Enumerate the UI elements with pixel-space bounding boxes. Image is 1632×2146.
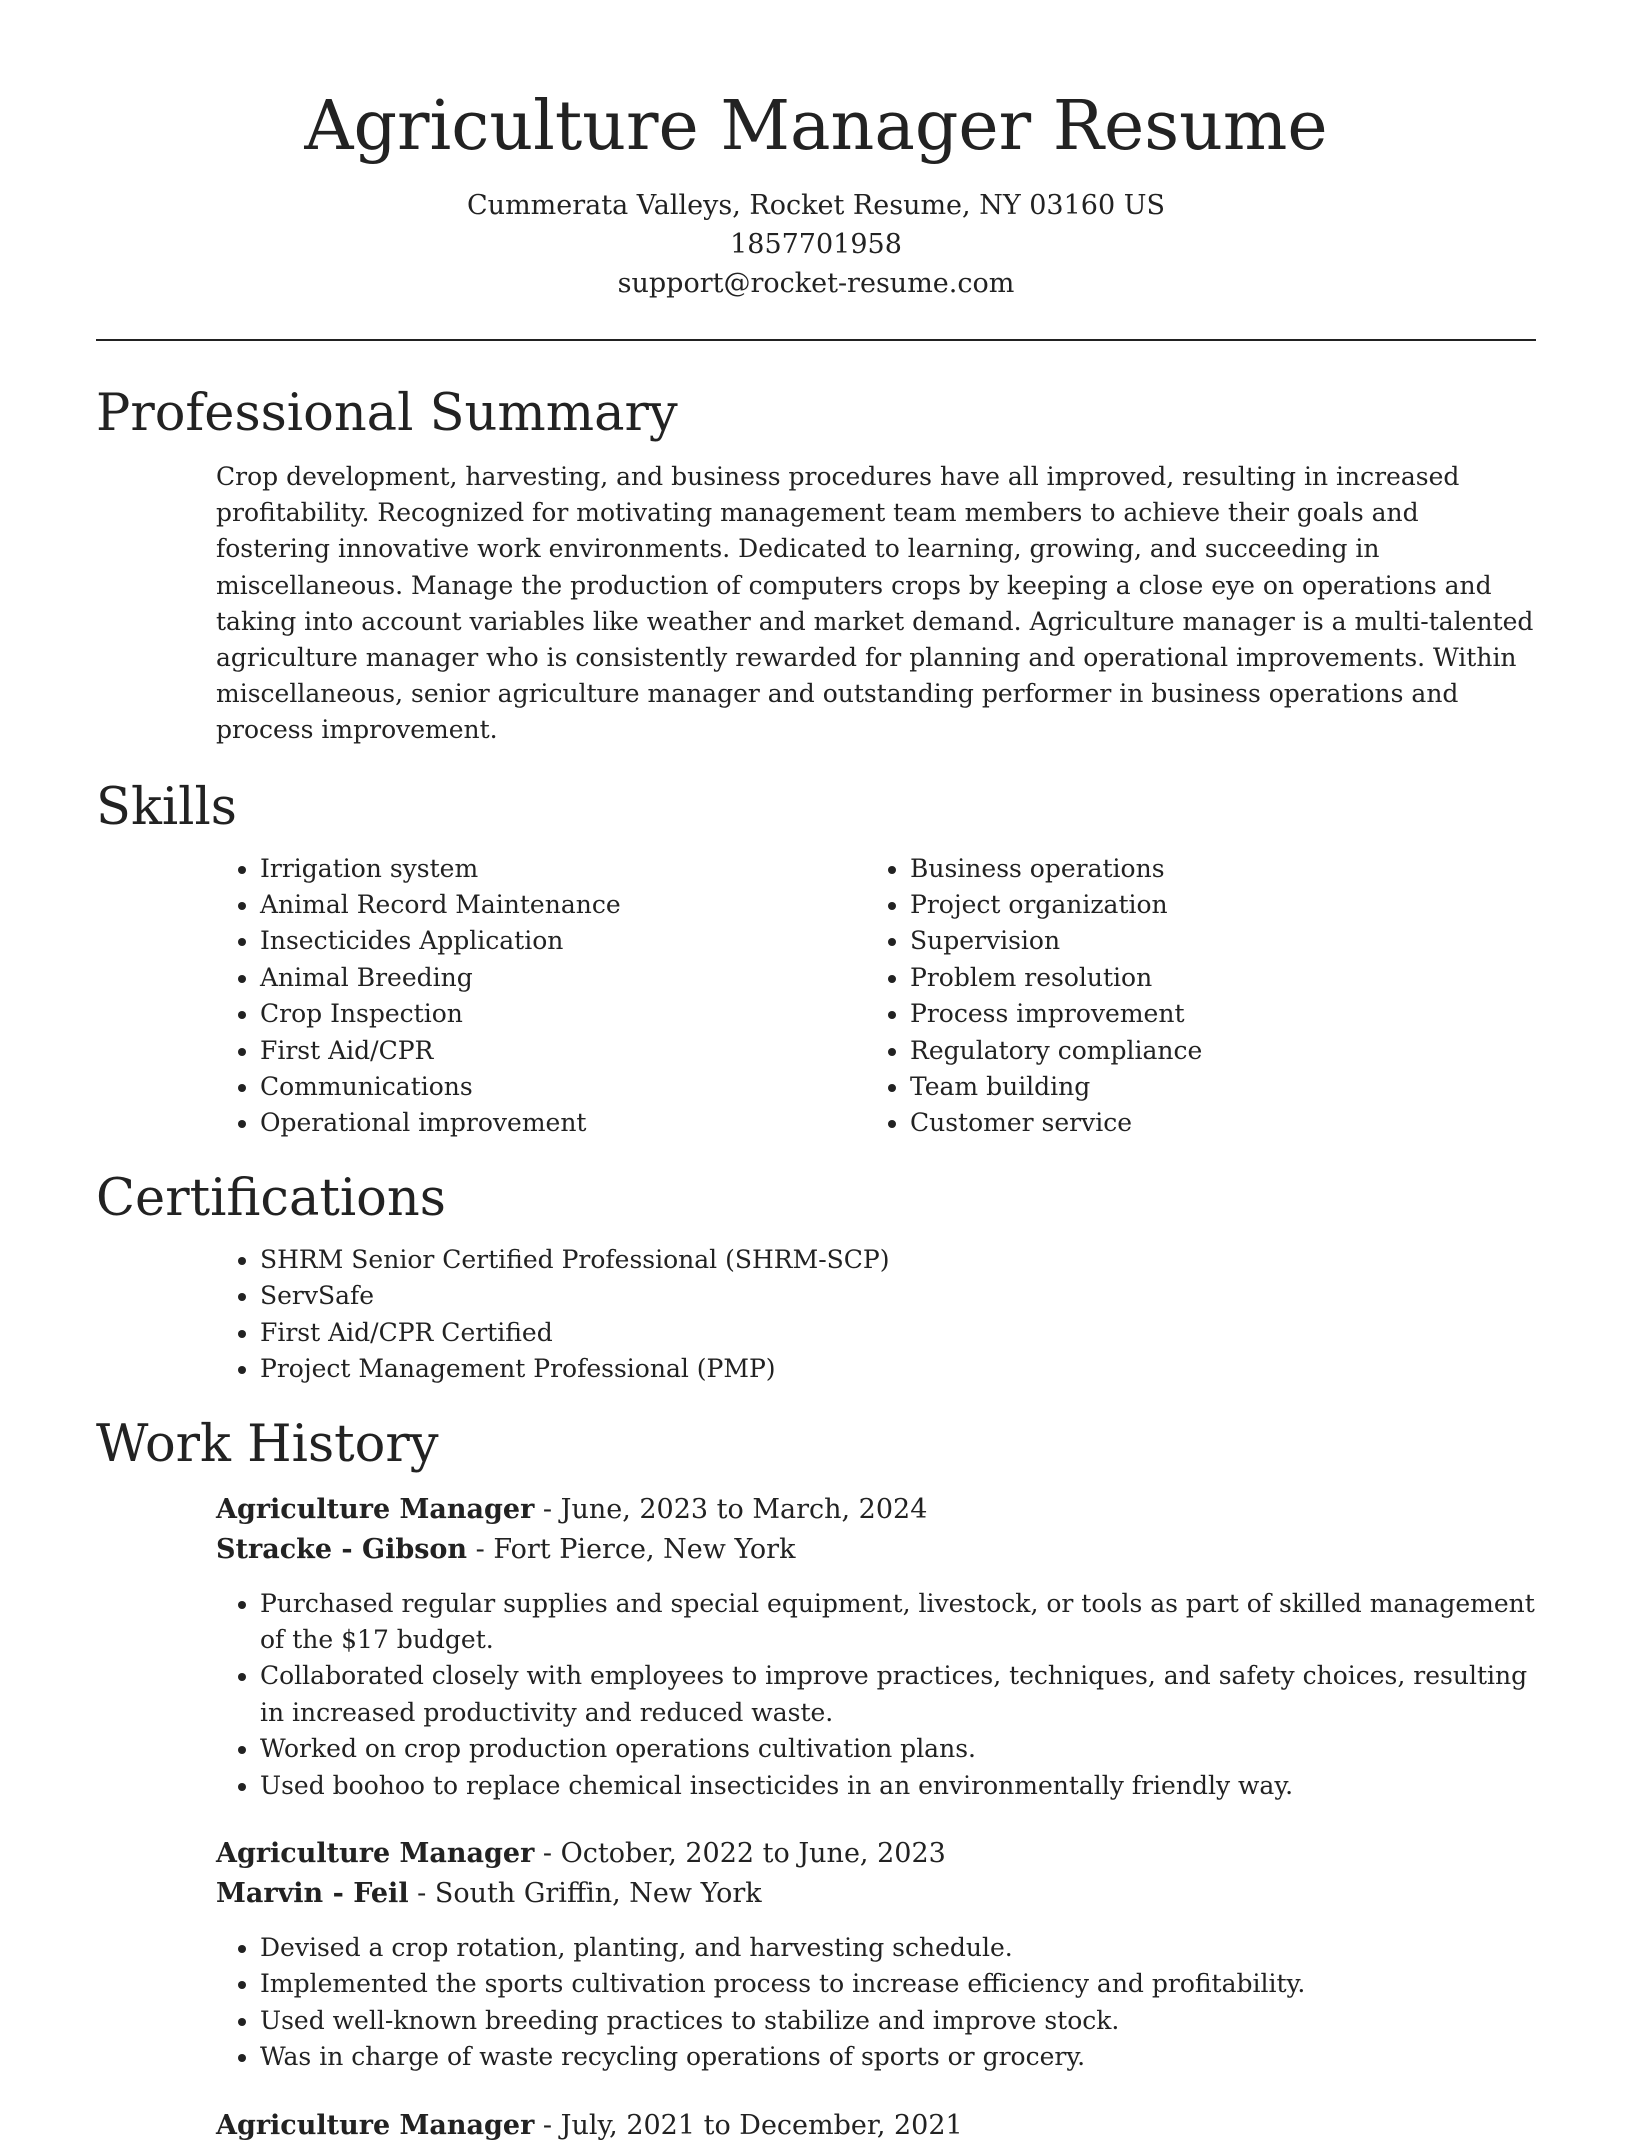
job-entry <box>216 1834 1536 2076</box>
list-item: • Worked on crop production operations cultivation plans. <box>260 1731 1536 1767</box>
work-history-heading: Work History <box>96 1414 439 1474</box>
job-company: Marvin - Feil <box>216 1877 409 1909</box>
job-dates: - June, 2023 to March, 2024 <box>534 1493 928 1525</box>
certifications-list <box>216 1242 1536 1388</box>
list-item: • ServSafe <box>260 1278 1536 1314</box>
header-divider <box>96 339 1536 341</box>
list-item: • Project Management Professional (PMP) <box>260 1351 1536 1387</box>
skills-column-left <box>216 851 866 1142</box>
list-item: • Communications <box>260 1069 866 1105</box>
skills-list-left <box>216 851 866 1142</box>
contact-address: Cummerata Valleys, Rocket Resume, NY 03160 US <box>467 190 1165 221</box>
job-dates: - July, 2021 to December, 2021 <box>534 2109 963 2141</box>
list-item: • First Aid/CPR Certified <box>260 1315 1536 1351</box>
job-location: - Fort Pierce, New York <box>467 1533 796 1565</box>
list-item: • Crop Inspection <box>260 996 866 1032</box>
list-item: • Business operations <box>910 851 1516 887</box>
summary-heading: Professional Summary <box>96 384 678 443</box>
job-title-line <box>216 1490 1536 1530</box>
list-item: • Collaborated closely with employees to improve practices, techniques, and safety choices, resulting in increased productivity and reduced waste. <box>260 1658 1536 1731</box>
job-location: - South Griffin, New York <box>408 1877 762 1909</box>
skills-list-right <box>866 851 1516 1142</box>
job-duties-list <box>216 1930 1536 2076</box>
list-item: • SHRM Senior Certified Professional (SHRM-SCP) <box>260 1242 1536 1278</box>
certifications-heading: Certifications <box>96 1168 446 1228</box>
list-item: • Problem resolution <box>910 960 1516 996</box>
summary-section <box>96 381 1536 749</box>
job-duties-list <box>216 1586 1536 1804</box>
list-item: • Animal Record Maintenance <box>260 887 866 923</box>
list-item: • Used well-known breeding practices to stabilize and improve stock. <box>260 2003 1536 2039</box>
skills-columns <box>216 851 1536 1142</box>
resume-header <box>0 0 1632 303</box>
list-item: • Irrigation system <box>260 851 866 887</box>
job-title-line <box>216 1834 1536 1874</box>
contact-block <box>0 186 1632 303</box>
resume-title: Agriculture Manager Resume <box>304 87 1328 166</box>
job-company-line <box>216 1874 1536 1914</box>
list-item: • Operational improvement <box>260 1105 866 1141</box>
list-item: • Process improvement <box>910 996 1516 1032</box>
skills-section <box>96 775 1536 1142</box>
list-item: • Supervision <box>910 923 1516 959</box>
list-item: • Customer service <box>910 1105 1516 1141</box>
list-item: • Devised a crop rotation, planting, and harvesting schedule. <box>260 1930 1536 1966</box>
certifications-section <box>96 1166 1536 1388</box>
job-entry <box>216 1490 1536 1804</box>
contact-email: support@rocket-resume.com <box>617 268 1015 299</box>
list-item: • Was in charge of waste recycling operations of sports or grocery. <box>260 2039 1536 2075</box>
summary-text: Crop development, harvesting, and business procedures have all improved, resulting in increased profitability. Recognized for motivating management team members to achieve their goals and fostering innovative work environments. Dedicated to learning, growing, and succeeding in miscellaneous. Manage the production of computers crops by keeping a close eye on operations and taking into account variables like weather and market demand. Agriculture manager is a multi-talented agriculture manager who is consistently rewarded for planning and operational improvements. Within miscellaneous, senior agriculture manager and outstanding performer in business operations and process improvement. <box>216 462 1534 745</box>
list-item: • Team building <box>910 1069 1516 1105</box>
job-company-line <box>216 1530 1536 1570</box>
job-dates: - October, 2022 to June, 2023 <box>534 1837 946 1869</box>
list-item: • Used boohoo to replace chemical insecticides in an environmentally friendly way. <box>260 1768 1536 1804</box>
contact-phone: 1857701958 <box>730 229 902 260</box>
job-title: Agriculture Manager <box>216 1837 535 1869</box>
skills-column-right <box>866 851 1516 1142</box>
list-item: • First Aid/CPR <box>260 1033 866 1069</box>
work-history-section <box>96 1412 1536 2146</box>
job-company: Stracke - Gibson <box>216 1533 468 1565</box>
list-item: • Regulatory compliance <box>910 1033 1516 1069</box>
list-item: • Purchased regular supplies and special equipment, livestock, or tools as part of skilled management of the $17 budget. <box>260 1586 1536 1659</box>
list-item: • Animal Breeding <box>260 960 866 996</box>
list-item: • Implemented the sports cultivation process to increase efficiency and profitability. <box>260 1966 1536 2002</box>
list-item: • Insecticides Application <box>260 923 866 959</box>
certifications-wrap <box>216 1242 1536 1388</box>
job-title: Agriculture Manager <box>216 2109 535 2141</box>
job-title: Agriculture Manager <box>216 1493 535 1525</box>
list-item: • Project organization <box>910 887 1516 923</box>
skills-heading: Skills <box>96 777 237 837</box>
